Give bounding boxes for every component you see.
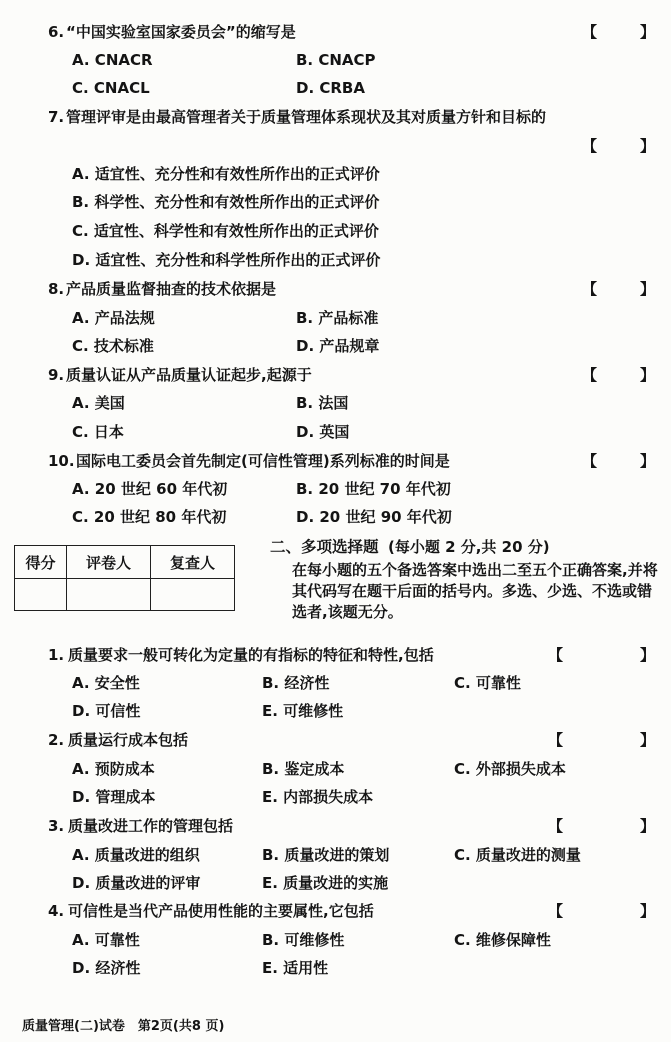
option-c: C. 外部损失成本 [454,760,566,778]
grader-cell[interactable] [67,579,151,611]
option-e: E. 内部损失成本 [262,788,374,806]
answer-bracket-right: 】 [640,731,656,749]
option-e: E. 适用性 [262,959,329,977]
option-a: A. 20 世纪 60 年代初 [72,480,228,498]
answer-bracket-right: 】 [640,902,656,920]
option-d: D. 可信性 [72,702,141,720]
grader-header: 评卷人 [67,546,151,579]
option-a: A. CNACR [72,51,153,69]
option-b: B. 20 世纪 70 年代初 [296,480,451,498]
option-d: D. 英国 [296,423,350,441]
question-stem: 国际电工委员会首先制定(可信性管理)系列标准的时间是 [76,452,450,470]
section-score-note: (每小题 2 分,共 20 分) [388,538,550,556]
option-b: B. CNACP [296,51,376,69]
answer-bracket-left: 【 [548,902,564,920]
option-d: D. 经济性 [72,959,141,977]
option-e: E. 质量改进的实施 [262,874,389,892]
reviewer-cell[interactable] [151,579,235,611]
answer-bracket-right: 】 [640,817,656,835]
answer-bracket-left: 【 [582,366,598,384]
option-a: A. 质量改进的组织 [72,846,200,864]
question-stem: 质量改进工作的管理包括 [68,817,234,835]
answer-bracket-right: 】 [640,137,656,155]
answer-bracket-right: 】 [640,23,656,41]
answer-bracket-left: 【 [548,731,564,749]
option-c: C. 20 世纪 80 年代初 [72,508,227,526]
score-table [14,545,235,611]
question-number: 9. [48,366,65,384]
question-number: 10. [48,452,75,470]
question-stem: 管理评审是由最高管理者关于质量管理体系现状及其对质量方针和目标的 [66,108,547,126]
answer-bracket-left: 【 [582,280,598,298]
question-number: 4. [48,902,65,920]
option-d: D. 适宜性、充分性和科学性所作出的正式评价 [72,251,381,269]
page-footer: 质量管理(二)试卷 第2页(共8 页) [22,1019,225,1034]
section-title: 二、多项选择题 [270,538,379,556]
question-stem: 可信性是当代产品使用性能的主要属性,它包括 [68,902,374,920]
question-stem: 质量认证从产品质量认证起步,起源于 [66,366,312,384]
answer-bracket-right: 】 [640,646,656,664]
answer-bracket-left: 【 [548,646,564,664]
answer-bracket-left: 【 [582,452,598,470]
option-c: C. CNACL [72,79,150,97]
answer-bracket-right: 】 [640,280,656,298]
option-b: B. 科学性、充分性和有效性所作出的正式评价 [72,193,380,211]
question-stem: 质量要求一般可转化为定量的有指标的特征和特性,包括 [68,646,434,664]
option-d: D. 质量改进的评审 [72,874,201,892]
option-c: C. 适宜性、科学性和有效性所作出的正式评价 [72,222,379,240]
option-c: C. 维修保障性 [454,931,551,949]
option-d: D. 产品规章 [296,337,380,355]
option-a: A. 预防成本 [72,760,155,778]
question-number: 3. [48,817,65,835]
option-b: B. 法国 [296,394,349,412]
question-stem: “中国实验室国家委员会”的缩写是 [66,23,296,41]
score-header: 得分 [15,546,67,579]
option-b: B. 质量改进的策划 [262,846,390,864]
question-number: 8. [48,280,65,298]
answer-bracket-left: 【 [548,817,564,835]
question-number: 2. [48,731,65,749]
option-b: B. 经济性 [262,674,330,692]
option-c: C. 技术标准 [72,337,154,355]
option-c: C. 质量改进的测量 [454,846,581,864]
question-number: 7. [48,108,65,126]
option-a: A. 可靠性 [72,931,140,949]
option-b: B. 可维修性 [262,931,345,949]
option-e: E. 可维修性 [262,702,344,720]
answer-bracket-left: 【 [582,137,598,155]
answer-bracket-right: 】 [640,452,656,470]
question-stem: 质量运行成本包括 [68,731,189,749]
option-c: C. 日本 [72,423,124,441]
option-b: B. 鉴定成本 [262,760,345,778]
option-a: A. 适宜性、充分性和有效性所作出的正式评价 [72,165,380,183]
section-instructions: 在每小题的五个备选答案中选出二至五个正确答案,并将其代码写在题干后面的括号内。多选、少选、不选或错选者,该题无分。 [292,561,658,621]
answer-bracket-left: 【 [582,23,598,41]
option-a: A. 产品法规 [72,309,155,327]
option-a: A. 安全性 [72,674,140,692]
option-b: B. 产品标准 [296,309,379,327]
answer-bracket-right: 】 [640,366,656,384]
option-c: C. 可靠性 [454,674,521,692]
question-stem: 产品质量监督抽查的技术依据是 [66,280,277,298]
reviewer-header: 复查人 [151,546,235,579]
option-d: D. CRBA [296,79,365,97]
option-d: D. 管理成本 [72,788,156,806]
option-a: A. 美国 [72,394,125,412]
question-number: 1. [48,646,65,664]
option-d: D. 20 世纪 90 年代初 [296,508,452,526]
score-cell[interactable] [15,579,67,611]
question-number: 6. [48,23,65,41]
